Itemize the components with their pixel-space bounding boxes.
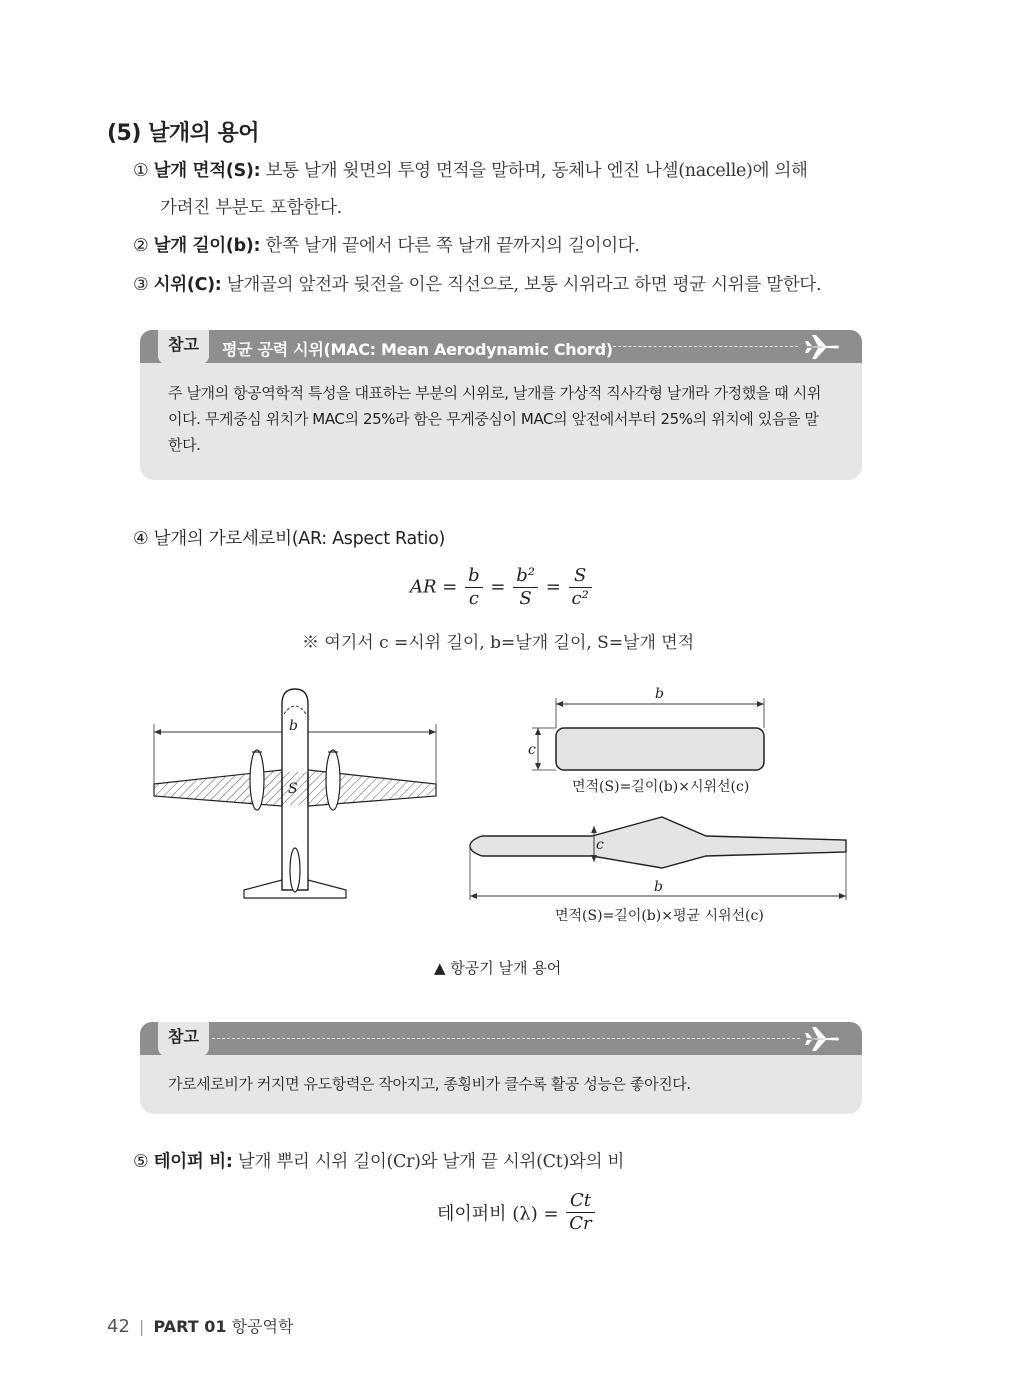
numerator: S bbox=[569, 565, 592, 588]
denominator: Cr bbox=[569, 1213, 592, 1234]
numerator: Ct bbox=[566, 1190, 594, 1213]
fraction-b-over-c bbox=[465, 565, 483, 610]
fraction-ct-over-cr bbox=[566, 1190, 594, 1235]
span-label: b bbox=[654, 879, 663, 895]
item-desc: 날개 뿌리 시위 길이(Cr)와 날개 끝 시위(Ct)와의 비 bbox=[237, 1152, 625, 1172]
item-term: 날개 길이(b): bbox=[153, 236, 261, 256]
note-badge: 참고 bbox=[158, 330, 209, 364]
item-desc: 보통 날개 윗면의 투영 면적을 말하며, 동체나 엔진 나셀(nacelle)에 의해 bbox=[265, 161, 808, 181]
chord-label: c bbox=[528, 742, 536, 758]
item-chord bbox=[133, 272, 821, 298]
item-number: ④ bbox=[133, 529, 149, 549]
chord-label: c bbox=[596, 837, 604, 853]
formula-eq: = bbox=[490, 576, 506, 598]
formula-lhs: 테이퍼비 (λ) = bbox=[437, 1203, 559, 1225]
fraction-s-over-c2 bbox=[569, 565, 592, 610]
item-wing-area bbox=[133, 158, 873, 184]
numerator: b bbox=[465, 565, 483, 588]
item-number: ⑤ bbox=[133, 1152, 149, 1172]
page-footer bbox=[107, 1314, 293, 1337]
note-body bbox=[168, 380, 821, 458]
taper-formula bbox=[437, 1190, 597, 1235]
item-term: 날개의 가로세로비(AR: Aspect Ratio) bbox=[153, 529, 446, 549]
dotted-line bbox=[212, 1038, 800, 1039]
item-term: 테이퍼 비: bbox=[153, 1152, 233, 1172]
airplane-icon bbox=[804, 1024, 840, 1054]
span-label: b bbox=[289, 718, 298, 734]
item-term: 날개 면적(S): bbox=[153, 161, 261, 181]
rect-area-caption: 면적(S)=길이(b)×시위선(c) bbox=[572, 779, 750, 795]
item-aspect-ratio bbox=[133, 526, 445, 552]
note-title: 평균 공력 시위(MAC: Mean Aerodynamic Chord) bbox=[222, 340, 613, 359]
item-desc: 날개골의 앞전과 뒷전을 이은 직선으로, 보통 시위라고 하면 평균 시위를 말한다. bbox=[226, 275, 822, 295]
denominator: c bbox=[468, 588, 479, 609]
formula-eq: = bbox=[442, 576, 458, 598]
note-box-aspect bbox=[140, 1022, 862, 1114]
taper-area-caption: 면적(S)=길이(b)×평균 시위선(c) bbox=[555, 908, 764, 924]
note-line: 주 날개의 항공역학적 특성을 대표하는 부분의 시위로, 날개를 가상적 직사각형 날개라 가정했을 때 시위 bbox=[168, 384, 821, 402]
item-number: ③ bbox=[133, 275, 149, 295]
formula-legend: ※ 여기서 c =시위 길이, b=날개 길이, S=날개 면적 bbox=[302, 633, 695, 653]
item-wing-area-cont bbox=[160, 195, 342, 221]
formula-eq: = bbox=[545, 576, 561, 598]
denominator: c² bbox=[571, 588, 589, 609]
airplane-icon bbox=[804, 332, 840, 362]
note-body: 가로세로비가 커지면 유도항력은 작아지고, 종횡비가 클수록 활공 성능은 좋아진다. bbox=[168, 1075, 691, 1093]
fraction-b2-over-s bbox=[513, 565, 538, 610]
denominator: S bbox=[519, 588, 532, 609]
item-number: ② bbox=[133, 236, 149, 256]
span-label: b bbox=[655, 686, 664, 702]
figure-caption: ▲ 항공기 날개 용어 bbox=[434, 959, 562, 977]
footer-divider: | bbox=[139, 1317, 145, 1336]
item-number: ① bbox=[133, 161, 149, 181]
item-term: 시위(C): bbox=[153, 275, 222, 295]
item-taper-ratio bbox=[133, 1149, 624, 1175]
item-wing-span bbox=[133, 233, 640, 259]
footer-chapter: 항공역학 bbox=[231, 1317, 294, 1336]
section-title: (5) 날개의 용어 bbox=[107, 121, 259, 146]
aspect-ratio-formula bbox=[410, 565, 594, 610]
tapered-wing-diagram bbox=[466, 810, 856, 905]
formula-lhs: AR bbox=[410, 576, 437, 598]
note-line: 한다. bbox=[168, 436, 201, 454]
note-box-mac bbox=[140, 330, 862, 480]
note-line: 이다. 무게중심 위치가 MAC의 25%라 함은 무게중심이 MAC의 앞전에서부터 25%의 위치에 있음을 말 bbox=[168, 410, 819, 428]
airplane-diagram bbox=[148, 684, 448, 909]
note-badge: 참고 bbox=[158, 1022, 209, 1056]
area-label: S bbox=[288, 781, 298, 797]
item-desc-cont: 가려진 부분도 포함한다. bbox=[160, 198, 342, 218]
dotted-line bbox=[598, 346, 798, 347]
item-desc: 한쪽 날개 끝에서 다른 쪽 날개 끝까지의 길이이다. bbox=[265, 236, 640, 256]
page-number: 42 bbox=[107, 1316, 130, 1337]
footer-part: PART 01 bbox=[153, 1317, 227, 1336]
numerator: b² bbox=[513, 565, 538, 588]
